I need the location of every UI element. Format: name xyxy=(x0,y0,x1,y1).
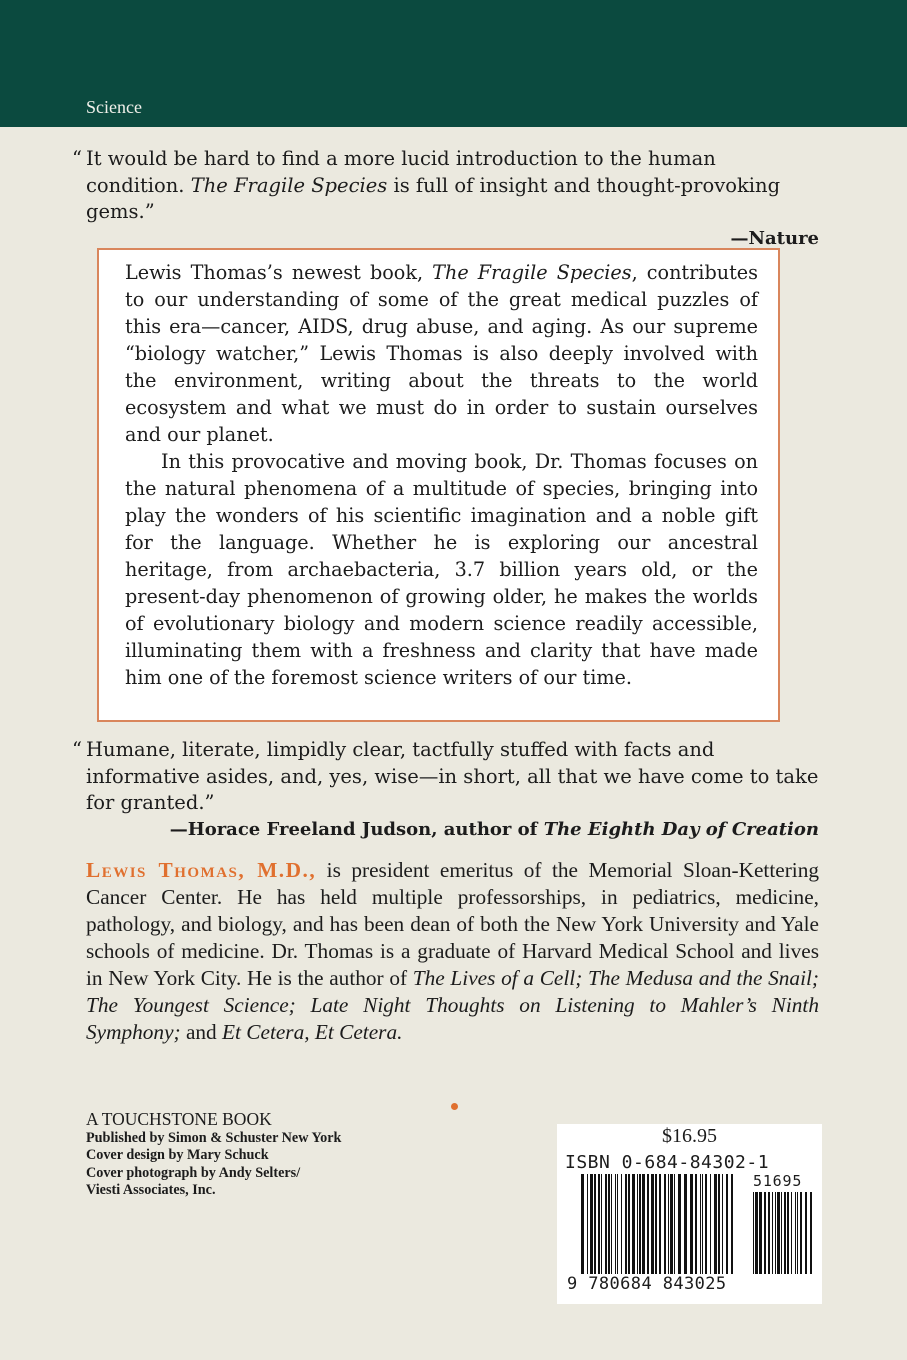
description-box xyxy=(97,248,780,722)
barcode-bar xyxy=(594,1174,596,1274)
book-title: The Eighth Day of Creation xyxy=(543,818,819,840)
addon-bars xyxy=(753,1192,812,1274)
review-quote-bottom xyxy=(72,737,819,843)
barcode-bar xyxy=(647,1174,649,1274)
barcode-bar xyxy=(621,1174,622,1274)
barcode-bar xyxy=(642,1174,645,1274)
ean-bars xyxy=(581,1174,733,1274)
barcode-bar xyxy=(690,1174,693,1274)
barcode-bar xyxy=(615,1174,616,1274)
header-band xyxy=(0,0,907,127)
barcode-bar xyxy=(611,1174,612,1274)
barcode-bar xyxy=(581,1174,584,1274)
quote-attribution: —Nature xyxy=(730,227,819,249)
barcode-panel xyxy=(557,1124,822,1304)
quote-text: It would be hard to find a more lucid introduction to the human condition. The Fragile Species is full of insight and thought-provoking gems.” xyxy=(86,147,781,223)
author-name: Lewis Thomas, M.D., xyxy=(86,858,317,882)
barcode-bar xyxy=(781,1192,782,1274)
publisher-imprint xyxy=(86,1109,341,1199)
barcode-bar xyxy=(659,1174,661,1274)
barcode-bar xyxy=(632,1174,635,1274)
barcode-bar xyxy=(702,1174,703,1274)
barcode-bar xyxy=(598,1174,600,1274)
open-quote-mark: “ xyxy=(72,147,82,170)
barcode-bar xyxy=(625,1174,627,1274)
barcode-bar xyxy=(605,1174,607,1274)
barcode-bar xyxy=(637,1174,638,1274)
quote-text: Humane, literate, limpidly clear, tactfully stuffed with facts and informative asides, and, yes, wise—in short, all that we have come to take for granted.” xyxy=(86,738,819,814)
ornament-dot xyxy=(451,1103,458,1110)
book-list: The Lives of a Cell; The Medusa and the Snail; The Youngest Science; Late Night Thoughts on Listening to Mahler’s Ninth Symphony; xyxy=(86,966,820,1044)
barcode-bar xyxy=(678,1174,681,1274)
barcode-bar xyxy=(628,1174,630,1274)
barcode-bar xyxy=(722,1174,723,1274)
book-title: Et Cetera, Et Cetera. xyxy=(222,1020,403,1044)
barcode-bar xyxy=(587,1174,588,1274)
price-label: $16.95 xyxy=(662,1125,717,1147)
imprint-line: Cover design by Mary Schuck xyxy=(86,1147,269,1164)
barcode-bar xyxy=(775,1192,776,1274)
review-quote-top xyxy=(72,146,819,252)
category-label: Science xyxy=(86,97,142,117)
isbn-label: ISBN 0-684-84302-1 xyxy=(565,1152,770,1173)
book-title: The Fragile Species xyxy=(432,261,632,284)
barcode-bar xyxy=(810,1192,812,1274)
barcode-bar xyxy=(795,1192,796,1274)
barcode-bar xyxy=(805,1192,807,1274)
description-paragraph: In this provocative and moving book, Dr. Thomas focuses on the natural phenomena of a multitude of species, bringing into play the wonders of his scientific imagination and a noble gift for the language. Whether he is exploring our ancestral heritage, from archaebacteria, 3.7 billion years old, or the present-day phenomenon of growing older, he makes the worlds of evolutionary biology and modern science readily accessible, illuminating them with a freshness and clarity that have made him one of the foremost science writers of our time. xyxy=(125,450,758,689)
barcode-bar xyxy=(590,1174,593,1274)
barcode-bar xyxy=(668,1174,669,1274)
barcode-bar xyxy=(705,1174,707,1274)
open-quote-mark: “ xyxy=(72,738,82,761)
barcode-bar xyxy=(787,1192,789,1274)
imprint-line: Published by Simon & Schuster New York xyxy=(86,1130,342,1146)
barcode-bar xyxy=(755,1192,758,1274)
imprint-line: Viesti Associates, Inc. xyxy=(86,1181,216,1198)
barcode-bar xyxy=(797,1192,798,1274)
barcode-bar xyxy=(700,1174,701,1274)
barcode-bar xyxy=(791,1192,792,1274)
barcode-bar xyxy=(651,1174,654,1274)
barcode-bar xyxy=(664,1174,666,1274)
author-bio: Lewis Thomas, M.D., is president emeritus of the Memorial Sloan-Kettering Cancer Center. He has held multiple professorships, in pediatrics, medicine, pathology, and biology, and has been dean of both the New York University and Yale schools of medicine. Dr. Thomas is a graduate of Harvard Medical School and lives in New York City. He is the author of The Lives of a Cell; The Medusa and the Snail; The Youngest Science; Late Night Thoughts on Listening to Mahler’s Ninth Symphony; and Et Cetera, Et Cetera. xyxy=(86,858,820,1044)
barcode-bar xyxy=(777,1192,780,1274)
barcode-bar xyxy=(800,1192,802,1274)
barcode-bar xyxy=(617,1174,618,1274)
price-addon-digits: 51695 xyxy=(753,1172,803,1190)
barcode-bar xyxy=(674,1174,675,1274)
ean-digits: 9 780684 843025 xyxy=(567,1274,727,1294)
description-paragraph: Lewis Thomas’s newest book, The Fragile Species, contributes to our understanding of some of the great medical puzzles of this era—cancer, AIDS, drug abuse, and aging. As our supreme “biology watcher,” Lewis Thomas is also deeply involved with the environment, writing about the threats to the world ecosystem and what we must do in order to sustain ourselves and our planet. xyxy=(125,261,758,446)
imprint-line: Cover photograph by Andy Selters/ xyxy=(86,1164,301,1181)
barcode-bar xyxy=(759,1192,762,1274)
barcode-bar xyxy=(784,1192,786,1274)
barcode-bar xyxy=(639,1174,641,1274)
imprint-name: A TOUCHSTONE BOOK xyxy=(86,1109,272,1129)
barcode-bar xyxy=(726,1174,728,1274)
barcode-bar xyxy=(731,1174,733,1274)
barcode-bar xyxy=(608,1174,610,1274)
barcode-bar xyxy=(695,1174,697,1274)
book-title: The Fragile Species xyxy=(190,173,388,197)
barcode-bar xyxy=(753,1192,754,1274)
barcode-bar xyxy=(768,1192,770,1274)
barcode-bar xyxy=(655,1174,657,1274)
barcode-bar xyxy=(764,1192,766,1274)
barcode-bar xyxy=(710,1174,711,1274)
barcode-bar xyxy=(772,1192,773,1274)
quote-attribution: —Horace Freeland Judson, author of The Eighth Day of Creation xyxy=(169,818,819,840)
barcode-bar xyxy=(714,1174,717,1274)
barcode-bar xyxy=(718,1174,720,1274)
barcode-bar xyxy=(601,1174,602,1274)
barcode-bar xyxy=(684,1174,687,1274)
barcode-bar xyxy=(670,1174,673,1274)
